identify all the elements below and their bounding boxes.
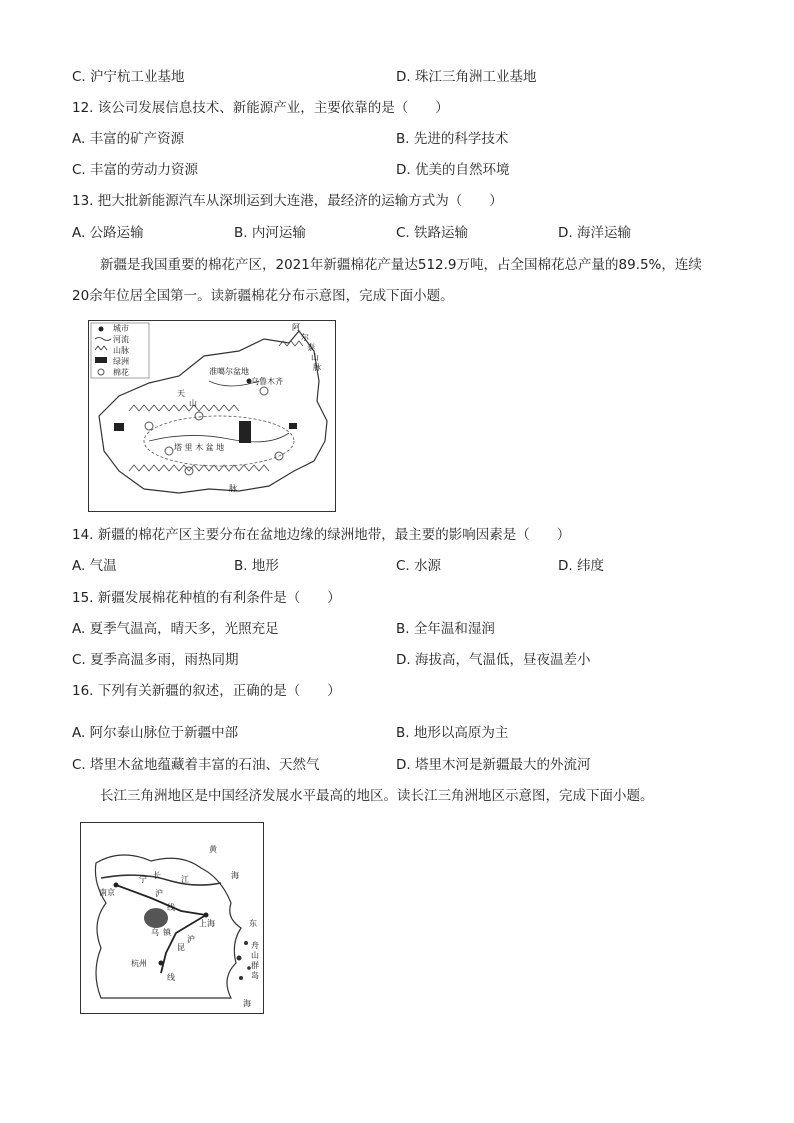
q13-stem: 13. 把大批新能源汽车从深圳运到大连港，最经济的运输方式为（ ） <box>72 193 503 209</box>
xinjiang-cotton-map <box>88 320 336 512</box>
label-a: 阿 <box>292 323 300 332</box>
q13-option-b: B. 内河运输 <box>234 225 306 241</box>
q14-option-d: D. 纬度 <box>558 558 604 574</box>
legend-mountain: 山脉 <box>113 346 129 355</box>
q16-option-a: A. 阿尔泰山脉位于新疆中部 <box>72 725 239 741</box>
legend-oasis: 绿洲 <box>113 357 129 366</box>
q14-option-b: B. 地形 <box>234 558 279 574</box>
label-qun: 群 <box>251 961 259 970</box>
label-tarim: 塔 里 木 盆 地 <box>174 443 225 452</box>
label-huang: 黄 <box>209 845 217 854</box>
q12-option-c: C. 丰富的劳动力资源 <box>72 162 199 178</box>
label-wu: 乌 <box>151 928 159 937</box>
legend-river: 河流 <box>113 335 129 344</box>
label-hu2: 沪 <box>187 935 195 944</box>
q15-option-a: A. 夏季气温高，晴天多，光照充足 <box>72 621 279 637</box>
q14-stem: 14. 新疆的棉花产区主要分布在盆地边缘的绿洲地带，最主要的影响因素是（ ） <box>72 527 571 543</box>
q15-option-d: D. 海拔高，气温低，昼夜温差小 <box>396 652 591 668</box>
label-urumqi: 乌鲁木齐 <box>251 377 283 386</box>
q15-stem: 15. 新疆发展棉花种植的有利条件是（ ） <box>72 590 341 606</box>
q12-option-a: A. 丰富的矿产资源 <box>72 131 185 147</box>
legend-cotton: 棉花 <box>113 368 129 377</box>
label-hangzhou: 杭州 <box>131 959 147 968</box>
label-zhou: 舟 <box>251 941 259 950</box>
legend-city: 城市 <box>113 324 129 333</box>
label-mai: 脉 <box>313 363 321 372</box>
q16-stem: 16. 下列有关新疆的叙述，正确的是（ ） <box>72 683 341 699</box>
q15-option-b: B. 全年温和湿润 <box>396 621 495 637</box>
label-dao: 岛 <box>251 971 259 980</box>
label-xian2: 线 <box>167 973 175 982</box>
label-shan1: 山 <box>311 353 319 362</box>
q11-option-d: D. 珠江三角洲工业基地 <box>396 69 537 85</box>
label-ning: 宁 <box>139 875 147 884</box>
label-xian1: 线 <box>167 903 175 912</box>
yangtze-delta-map <box>80 822 264 1014</box>
q11-option-c: C. 沪宁杭工业基地 <box>72 69 185 85</box>
xinjiang-intro-line1: 新疆是我国重要的棉花产区，2021年新疆棉花产量达512.9万吨，占全国棉花总产量的89.5%，连续 <box>100 257 702 273</box>
q13-option-a: A. 公路运输 <box>72 225 144 241</box>
label-junggar: 准噶尔盆地 <box>209 367 249 376</box>
q16-option-b: B. 地形以高原为主 <box>396 725 509 741</box>
q13-option-c: C. 铁路运输 <box>396 225 469 241</box>
yangtze-map-drawing <box>81 823 263 1013</box>
q15-option-c: C. 夏季高温多雨，雨热同期 <box>72 652 239 668</box>
label-dong: 东 <box>249 919 257 928</box>
label-chang: 长 <box>153 871 161 880</box>
label-er: 尔 <box>301 333 309 342</box>
q16-option-d: D. 塔里木河是新疆最大的外流河 <box>396 757 591 773</box>
label-shan2: 山 <box>189 399 197 408</box>
label-hu: 沪 <box>155 889 163 898</box>
label-shanghai: 上海 <box>199 919 215 928</box>
label-mai2: 脉 <box>229 484 237 493</box>
q14-option-c: C. 水源 <box>396 558 442 574</box>
label-zhen: 镇 <box>163 928 171 937</box>
label-kun: 昆 <box>177 943 185 952</box>
label-tian: 天 <box>177 389 185 398</box>
yangtze-intro: 长江三角洲地区是中国经济发展水平最高的地区。读长江三角洲地区示意图，完成下面小题。 <box>100 788 654 804</box>
q12-stem: 12. 该公司发展信息技术、新能源产业，主要依靠的是（ ） <box>72 100 449 116</box>
label-hai2: 海 <box>243 999 251 1008</box>
q14-option-a: A. 气温 <box>72 558 117 574</box>
label-shan: 山 <box>251 951 259 960</box>
label-nanjing: 南京 <box>99 888 115 897</box>
q16-option-c: C. 塔里木盆地蕴藏着丰富的石油、天然气 <box>72 757 320 773</box>
label-tai: 泰 <box>307 343 315 352</box>
q12-option-b: B. 先进的科学技术 <box>396 131 509 147</box>
q12-option-d: D. 优美的自然环境 <box>396 162 510 178</box>
q13-option-d: D. 海洋运输 <box>558 225 631 241</box>
label-hai1: 海 <box>231 871 239 880</box>
label-jiang: 江 <box>181 875 189 884</box>
xinjiang-intro-line2: 20余年位居全国第一。读新疆棉花分布示意图，完成下面小题。 <box>72 288 454 304</box>
